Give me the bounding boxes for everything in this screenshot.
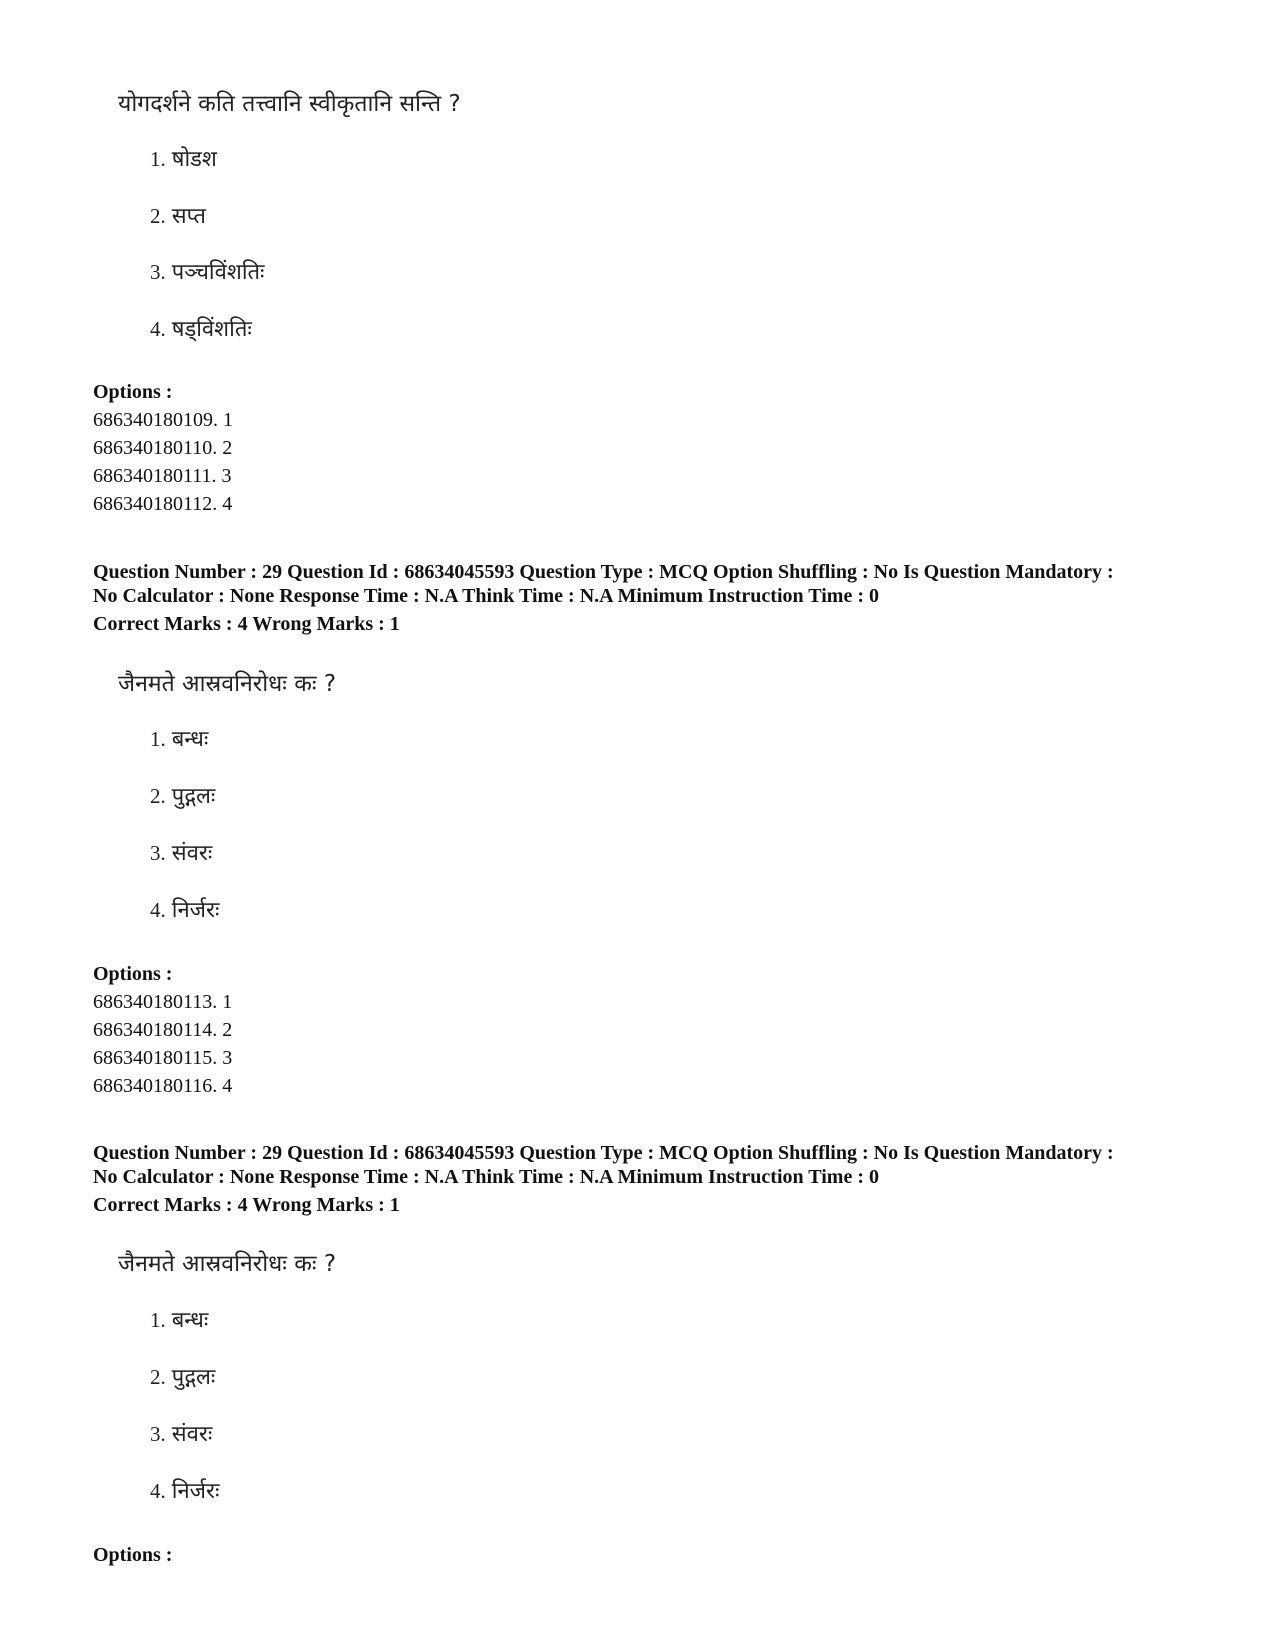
- choice-item: 1. बन्धः: [150, 727, 209, 752]
- choice-item: 4. षड्विंशतिः: [150, 317, 252, 342]
- option-line: 686340180112. 4: [93, 493, 233, 515]
- meta-line: No Calculator : None Response Time : N.A Think Time : N.A Minimum Instruction Time : 0: [93, 585, 879, 607]
- meta-line: Question Number : 29 Question Id : 68634045593 Question Type : MCQ Option Shuffling : No Is Question Mandatory :: [93, 1142, 1114, 1164]
- choice-item: 2. सप्त: [150, 204, 206, 229]
- marks-line: Correct Marks : 4 Wrong Marks : 1: [93, 1194, 400, 1216]
- choice-item: 1. षोडश: [150, 147, 217, 172]
- meta-line: No Calculator : None Response Time : N.A Think Time : N.A Minimum Instruction Time : 0: [93, 1166, 879, 1188]
- option-line: 686340180110. 2: [93, 437, 233, 459]
- marks-line: Correct Marks : 4 Wrong Marks : 1: [93, 613, 400, 635]
- option-line: 686340180114. 2: [93, 1019, 233, 1041]
- choice-item: 4. निर्जरः: [150, 1479, 220, 1504]
- question-text: जैनमते आस्रवनिरोधः कः ?: [118, 671, 337, 697]
- option-line: 686340180116. 4: [93, 1075, 233, 1097]
- question-meta: [93, 1141, 1203, 1189]
- option-line: 686340180111. 3: [93, 465, 232, 487]
- option-line: 686340180113. 1: [93, 991, 233, 1013]
- options-label: Options :: [93, 381, 173, 403]
- question-text: जैनमते आस्रवनिरोधः कः ?: [118, 1251, 337, 1277]
- choice-item: 2. पुद्गलः: [150, 784, 216, 809]
- option-line: 686340180109. 1: [93, 409, 233, 431]
- question-text: योगदर्शने कति तत्त्वानि स्वीकृतानि सन्ति ?: [118, 91, 461, 117]
- choice-item: 4. निर्जरः: [150, 898, 220, 923]
- options-label: Options :: [93, 1544, 173, 1566]
- meta-line: Question Number : 29 Question Id : 68634045593 Question Type : MCQ Option Shuffling : No Is Question Mandatory :: [93, 561, 1114, 583]
- option-line: 686340180115. 3: [93, 1047, 233, 1069]
- choice-item: 1. बन्धः: [150, 1308, 209, 1333]
- choice-item: 3. संवरः: [150, 1422, 213, 1447]
- choice-item: 3. पञ्चविंशतिः: [150, 260, 265, 285]
- question-meta: [93, 560, 1203, 608]
- choice-item: 3. संवरः: [150, 841, 213, 866]
- choice-item: 2. पुद्गलः: [150, 1365, 216, 1390]
- options-label: Options :: [93, 963, 173, 985]
